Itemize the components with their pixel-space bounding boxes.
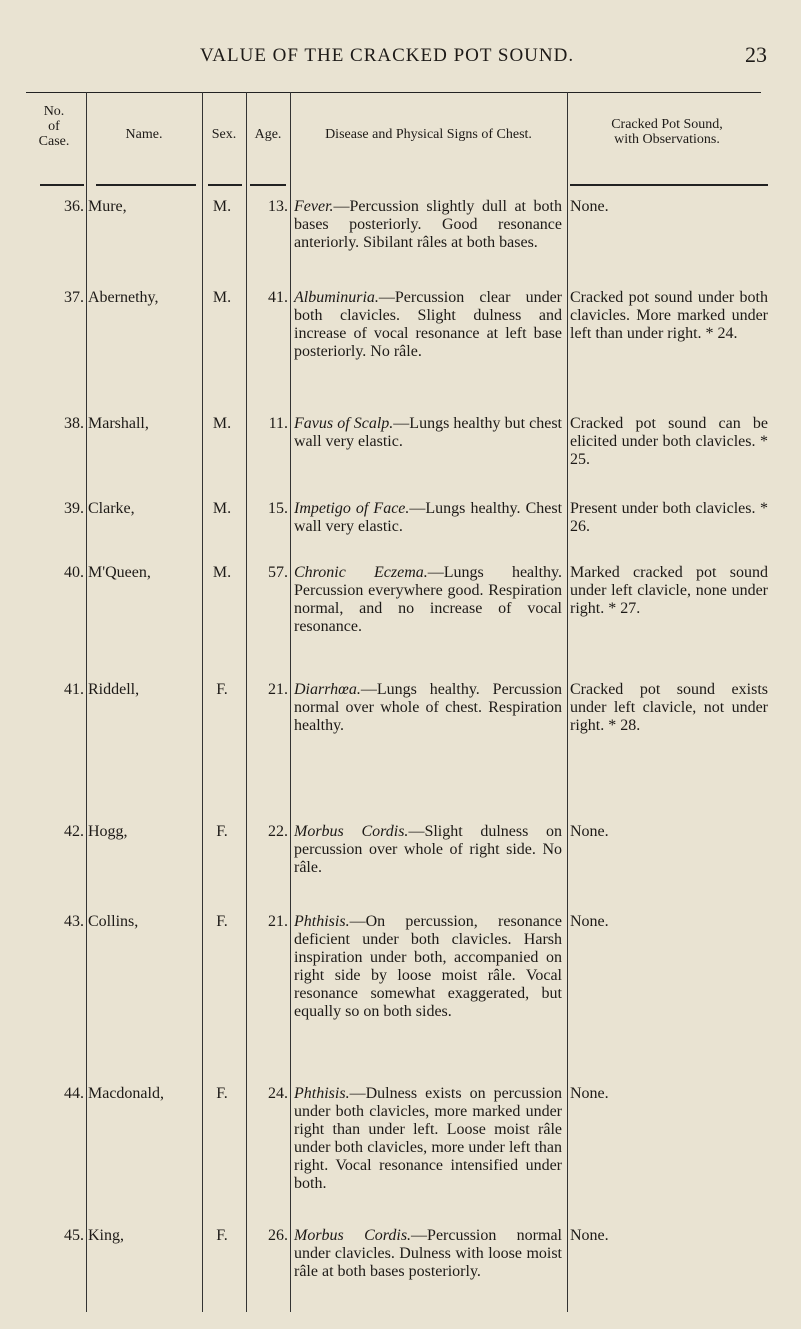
cracked-pot-observation: Present under both clavicles. * 26. — [570, 500, 768, 535]
disease-text: —Percussion clear under both clavicles. Slight dulness and increase of vocal resonance at left base posteriorly. No râle. — [294, 289, 562, 360]
patient-age: 41. — [268, 289, 288, 306]
disease-title: Favus of Scalp. — [294, 415, 394, 432]
patient-name: Collins, — [88, 913, 139, 930]
header-line: with Observations. — [614, 132, 720, 147]
patient-sex: M. — [212, 198, 232, 215]
case-number: 42. — [64, 823, 84, 840]
disease-text: —On percussion, resonance deficient under both clavicles. Harsh inspiration under both, accompanied on right side by loose moist râle. Vocal resonance somewhat exaggerated, but equally so on both sides. — [294, 913, 562, 1020]
patient-name: Marshall, — [88, 415, 149, 432]
column-divider — [246, 92, 247, 1312]
table-top-rule — [26, 92, 761, 93]
header-rule — [96, 184, 196, 186]
disease-title: Phthisis. — [294, 913, 350, 930]
disease-description — [294, 913, 562, 1021]
patient-age: 26. — [268, 1227, 288, 1244]
patient-sex: F. — [216, 913, 228, 930]
cracked-pot-observation: Marked cracked pot sound under left clavicle, none under right. * 27. — [570, 564, 768, 617]
patient-sex: F. — [216, 823, 228, 840]
disease-description — [294, 289, 562, 361]
column-divider — [202, 92, 203, 1312]
disease-description — [294, 500, 562, 536]
header-disease: Disease and Physical Signs of Chest. — [325, 127, 532, 142]
cracked-pot-observation: Cracked pot sound can be elicited under both clavicles. * 25. — [570, 415, 768, 468]
disease-text: —Percussion slightly dull at both bases posteriorly. Good resonance anteriorly. Sibilant râles at both bases. — [294, 198, 562, 251]
disease-description — [294, 564, 562, 636]
patient-sex: F. — [216, 681, 228, 698]
cracked-pot-observation: None. — [570, 198, 609, 215]
patient-sex: F. — [216, 1227, 228, 1244]
disease-description — [294, 415, 562, 451]
disease-description — [294, 1085, 562, 1193]
header-line: No. — [43, 104, 65, 119]
cracked-pot-observation: None. — [570, 1227, 609, 1244]
cracked-pot-observation: Cracked pot sound exists under left clavicle, not under right. * 28. — [570, 681, 768, 734]
disease-title: Morbus Cordis. — [294, 1227, 412, 1244]
column-divider — [290, 92, 291, 1312]
case-number: 39. — [64, 500, 84, 517]
patient-age: 57. — [268, 564, 288, 581]
disease-description — [294, 1227, 562, 1281]
header-name: Name. — [125, 127, 163, 142]
patient-name: Macdonald, — [88, 1085, 164, 1102]
disease-text: —Lungs healthy but chest wall very elastic. — [294, 415, 563, 450]
patient-sex: M. — [212, 289, 232, 306]
patient-age: 15. — [268, 500, 288, 517]
patient-name: King, — [88, 1227, 124, 1244]
patient-name: Clarke, — [88, 500, 135, 517]
header-line: Case. — [38, 134, 70, 149]
header-line: of — [48, 119, 60, 134]
patient-sex: M. — [212, 500, 232, 517]
patient-sex: M. — [212, 564, 232, 581]
header-cracked-pot — [567, 117, 767, 147]
case-number: 37. — [64, 289, 84, 306]
disease-description — [294, 823, 562, 877]
header-age: Age. — [254, 127, 282, 142]
cracked-pot-observation: None. — [570, 913, 609, 930]
header-rule — [208, 184, 242, 186]
patient-name: Mure, — [88, 198, 127, 215]
disease-text: —Lungs healthy. Percussion everywhere good. Respiration normal, and no increase of vocal resonance. — [294, 564, 562, 635]
patient-name: Riddell, — [88, 681, 140, 698]
cracked-pot-observation: None. — [570, 823, 609, 840]
case-number: 45. — [64, 1227, 84, 1244]
disease-text: —Lungs healthy. Percussion normal over whole of chest. Respiration healthy. — [294, 681, 562, 734]
disease-text: —Slight dulness on percussion over whole of right side. No râle. — [294, 823, 563, 876]
disease-title: Diarrhœa. — [294, 681, 361, 698]
cracked-pot-observation: Cracked pot sound under both clavicles. More marked under left than under right. * 24. — [570, 289, 768, 342]
header-case-no — [22, 104, 86, 149]
column-divider — [86, 92, 87, 1312]
case-number: 43. — [64, 913, 84, 930]
patient-name: M'Queen, — [88, 564, 151, 581]
disease-title: Albuminuria. — [294, 289, 379, 306]
column-divider — [567, 92, 568, 1312]
cracked-pot-observation: None. — [570, 1085, 609, 1102]
disease-title: Impetigo of Face. — [294, 500, 410, 517]
header-sex: Sex. — [211, 127, 237, 142]
patient-sex: F. — [216, 1085, 228, 1102]
header-rule — [40, 184, 84, 186]
patient-age: 24. — [268, 1085, 288, 1102]
patient-name: Abernethy, — [88, 289, 159, 306]
header-rule — [570, 184, 768, 186]
patient-age: 22. — [268, 823, 288, 840]
disease-text: —Percussion normal under clavicles. Dulness with loose moist râle at both bases posteriorly. — [294, 1227, 562, 1280]
case-number: 41. — [64, 681, 84, 698]
patient-age: 21. — [268, 681, 288, 698]
disease-title: Morbus Cordis. — [294, 823, 409, 840]
disease-title: Phthisis. — [294, 1085, 350, 1102]
patient-sex: M. — [212, 415, 232, 432]
disease-text: —Dulness exists on percussion under both clavicles, more marked under right than under left. Loose moist râle under both clavicles, more under left than right. Vocal resonance intensified under both. — [294, 1085, 562, 1192]
disease-description — [294, 681, 562, 735]
patient-age: 21. — [268, 913, 288, 930]
case-number: 36. — [64, 198, 84, 215]
case-number: 40. — [64, 564, 84, 581]
header-rule — [250, 184, 286, 186]
disease-title: Chronic Eczema. — [294, 564, 428, 581]
disease-text: —Lungs healthy. Chest wall very elastic. — [294, 500, 563, 535]
running-title: VALUE OF THE CRACKED POT SOUND. — [200, 45, 575, 66]
case-number: 44. — [64, 1085, 84, 1102]
patient-age: 11. — [268, 415, 288, 432]
case-number: 38. — [64, 415, 84, 432]
patient-name: Hogg, — [88, 823, 128, 840]
patient-age: 13. — [268, 198, 288, 215]
page-number: 23 — [745, 42, 767, 67]
disease-description — [294, 198, 562, 252]
disease-title: Fever. — [294, 198, 334, 215]
header-line: Cracked Pot Sound, — [611, 117, 723, 132]
